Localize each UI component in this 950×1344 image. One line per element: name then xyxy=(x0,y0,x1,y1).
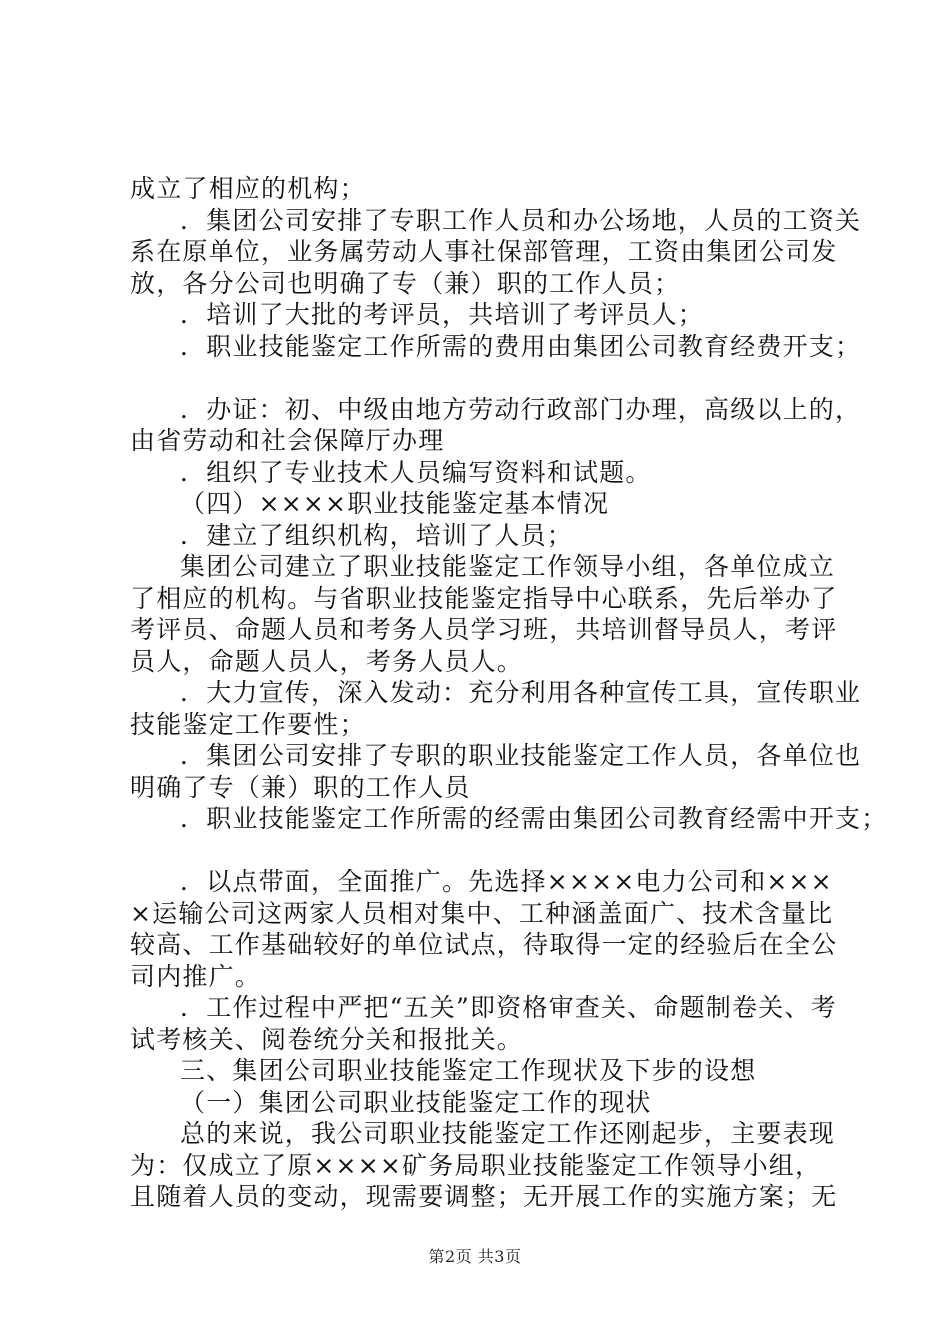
text-line: 考评员、命题人员和考务人员学习班，共培训督导员人，考评 xyxy=(130,615,838,644)
text-line: ．培训了大批的考评员，共培训了考评员人； xyxy=(180,300,705,329)
text-line: ．以点带面，全面推广。先选择××××电力公司和××× xyxy=(180,867,833,896)
text-line: 放，各分公司也明确了专（兼）职的工作人员； xyxy=(130,268,681,298)
text-line: 明确了专（兼）职的工作人员 xyxy=(130,772,471,802)
text-line: 了相应的机构。与省职业技能鉴定指导中心联系，先后举办了 xyxy=(130,583,838,613)
text-line: ．组织了专业技术人员编写资料和试题。 xyxy=(180,457,652,487)
text-line: 由省劳动和社会保障厅办理 xyxy=(130,426,445,455)
document-body xyxy=(130,173,888,1213)
text-line: 集团公司建立了职业技能鉴定工作领导小组，各单位成立 xyxy=(180,552,836,581)
blank-line xyxy=(130,835,850,867)
text-line: ×运输公司这两家人员相对集中、工种涵盖面广、技术含量比 xyxy=(130,898,834,928)
text-line: ．集团公司安排了专职工作人员和办公场地，人员的工资关 xyxy=(180,205,862,235)
text-line: 成立了相应的机构； xyxy=(130,174,366,203)
text-line: 试考核关、阅卷统分关和报批关。 xyxy=(130,1024,524,1054)
text-line: ．大力宣传，深入发动：充分利用各种宣传工具，宣传职业 xyxy=(180,678,862,707)
text-line: ．集团公司安排了专职的职业技能鉴定工作人员，各单位也 xyxy=(180,741,862,770)
text-line: 总的来说，我公司职业技能鉴定工作还刚起步，主要表现 xyxy=(180,1119,836,1148)
text-line: ．工作过程中严把“五关”即资格审查关、命题制卷关、考 xyxy=(180,993,837,1022)
section-heading: （四）××××职业技能鉴定基本情况 xyxy=(180,489,610,518)
section-heading: （一）集团公司职业技能鉴定工作的现状 xyxy=(180,1087,652,1117)
text-line: 司内推广。 xyxy=(130,961,262,991)
section-heading: 三、集团公司职业技能鉴定工作现状及下步的设想 xyxy=(180,1056,757,1085)
text-line: 技能鉴定工作要性； xyxy=(130,709,366,739)
text-line: ．建立了组织机构，培训了人员； xyxy=(180,520,574,550)
text-line: ．职业技能鉴定工作所需的经需由集团公司教育经需中开支； xyxy=(180,804,888,833)
text-line: 系在原单位，业务属劳动人事社保部管理，工资由集团公司发 xyxy=(130,237,838,266)
text-line: 员人，命题人员人，考务人员人。 xyxy=(130,646,524,676)
page-number-footer: 第2页 共3页 xyxy=(428,1247,522,1266)
text-line: ．办证：初、中级由地方劳动行政部门办理，高级以上的， xyxy=(180,394,862,424)
text-line: 且随着人员的变动，现需要调整；无开展工作的实施方案；无 xyxy=(130,1182,838,1211)
text-line: 较高、工作基础较好的单位试点，待取得一定的经验后在全公 xyxy=(130,930,838,959)
text-line: ．职业技能鉴定工作所需的费用由集团公司教育经费开支； xyxy=(180,331,862,361)
blank-line xyxy=(130,362,850,394)
text-line: 为：仅成立了原××××矿务局职业技能鉴定工作领导小组， xyxy=(130,1150,822,1180)
